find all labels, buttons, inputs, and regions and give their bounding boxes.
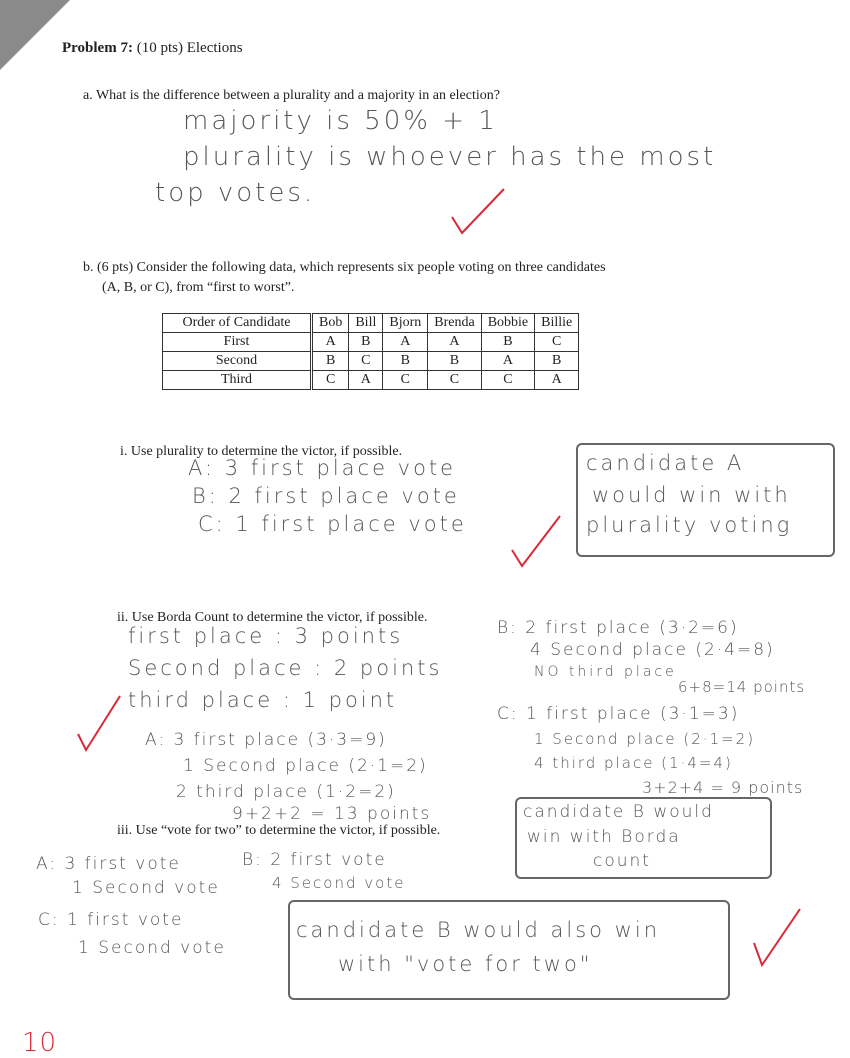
candidate-c-borda-line: C: 1 first place (3·1=3) [497,704,740,724]
check-mark-icon [508,510,563,570]
candidate-a-borda-total: 9+2+2 = 13 points [232,804,432,824]
table-header: Brenda [428,314,481,333]
candidate-c-vote-two-line: 1 Second vote [78,938,226,958]
part-iii-answer-box [288,900,730,1000]
table-cell: C [383,371,428,390]
part-iii-question: iii. Use “vote for two” to determine the victor, if possible. [117,823,441,838]
table-header: Billie [535,314,579,333]
candidate-b-vote-two-line: 4 Second vote [272,874,406,892]
part-ii-answer-line: win with Borda [527,827,681,847]
part-a-answer-line-1: majority is 50% + 1 [183,106,498,136]
table-header: Bjorn [383,314,428,333]
table-cell: A [312,333,349,352]
candidate-c-borda-line: 1 Second place (2·1=2) [534,730,756,748]
candidate-c-borda-total: 3+2+4 = 9 points [642,778,804,797]
candidate-c-vote-two-line: C: 1 first vote [38,910,184,930]
table-row [163,371,579,390]
problem-title: Problem 7: [62,40,133,56]
part-iii-answer-line: candidate B would also win [296,918,661,942]
candidate-a-borda-line: 2 third place (1·2=2) [176,782,396,802]
part-a-answer-line-3: top votes. [155,178,316,208]
part-ii-answer-box [515,797,772,879]
table-cell: B [535,352,579,371]
part-i-question: i. Use plurality to determine the victor, if possible. [120,444,403,459]
part-b-question-line-1: b. (6 pts) Consider the following data, which represents six people voting on three candidates [83,260,606,275]
candidate-c-borda-line: 4 third place (1·4=4) [534,754,733,772]
points-key-line: first place : 3 points [128,624,404,648]
table-header: Order of Candidate [163,314,312,333]
table-cell: B [312,352,349,371]
part-i-answer-line: would win with [592,483,791,507]
table-row [163,352,579,371]
points-key-line: third place : 1 point [128,688,398,712]
table-header: Bob [312,314,349,333]
part-ii-answer-line: candidate B would [523,802,714,822]
table-cell: First [163,333,312,352]
part-i-work-line: C: 1 first place vote [198,512,467,536]
part-a-question: a. What is the difference between a plurality and a majority in an election? [83,88,500,103]
candidate-a-vote-two-line: A: 3 first vote [36,854,181,874]
check-mark-icon [750,905,805,970]
problem-points: (10 pts) Elections [136,40,243,56]
table-header-row [163,314,579,333]
part-i-answer-line: plurality voting [586,513,793,537]
table-cell: C [481,371,534,390]
grade-score: 10 [22,1028,58,1058]
table-cell: A [481,352,534,371]
candidate-a-borda-line: 1 Second place (2·1=2) [183,756,428,776]
part-i-work-line: A: 3 first place vote [188,456,457,480]
candidate-b-borda-line: 4 Second place (2·4=8) [530,640,775,660]
part-ii-question: ii. Use Borda Count to determine the victor, if possible. [117,610,428,625]
table-header: Bobbie [481,314,534,333]
table-cell: A [383,333,428,352]
table-cell: C [349,352,383,371]
part-iii-answer-line: with "vote for two" [338,952,593,976]
check-mark-icon [448,185,508,240]
table-cell: A [349,371,383,390]
table-cell: C [312,371,349,390]
candidate-a-vote-two-line: 1 Second vote [72,878,220,898]
table-cell: B [383,352,428,371]
candidate-b-borda-line: NO third place [534,664,677,680]
table-cell: C [428,371,481,390]
table-cell: Second [163,352,312,371]
candidate-b-borda-line: B: 2 first place (3·2=6) [497,618,739,638]
problem-heading [62,40,243,57]
table-header: Bill [349,314,383,333]
page-corner-fold [0,0,70,70]
part-i-work-line: B: 2 first place vote [192,484,460,508]
table-cell: C [535,333,579,352]
part-b-question-line-2: (A, B, or C), from “first to worst”. [102,280,295,295]
candidate-b-borda-total: 6+8=14 points [678,678,806,696]
table-cell: A [428,333,481,352]
points-key-line: Second place : 2 points [128,656,443,680]
table-cell: B [349,333,383,352]
candidate-a-borda-line: A: 3 first place (3·3=9) [145,730,387,750]
ballot-table [162,313,579,390]
part-i-answer-box [576,443,835,557]
candidate-b-vote-two-line: B: 2 first vote [242,850,387,870]
part-ii-answer-line: count [593,851,651,871]
table-cell: A [535,371,579,390]
part-i-answer-line: candidate A [586,451,745,475]
table-cell: B [428,352,481,371]
table-cell: Third [163,371,312,390]
check-mark-icon [74,690,124,755]
part-a-answer-line-2: plurality is whoever has the most [183,142,717,172]
table-cell: B [481,333,534,352]
table-row [163,333,579,352]
